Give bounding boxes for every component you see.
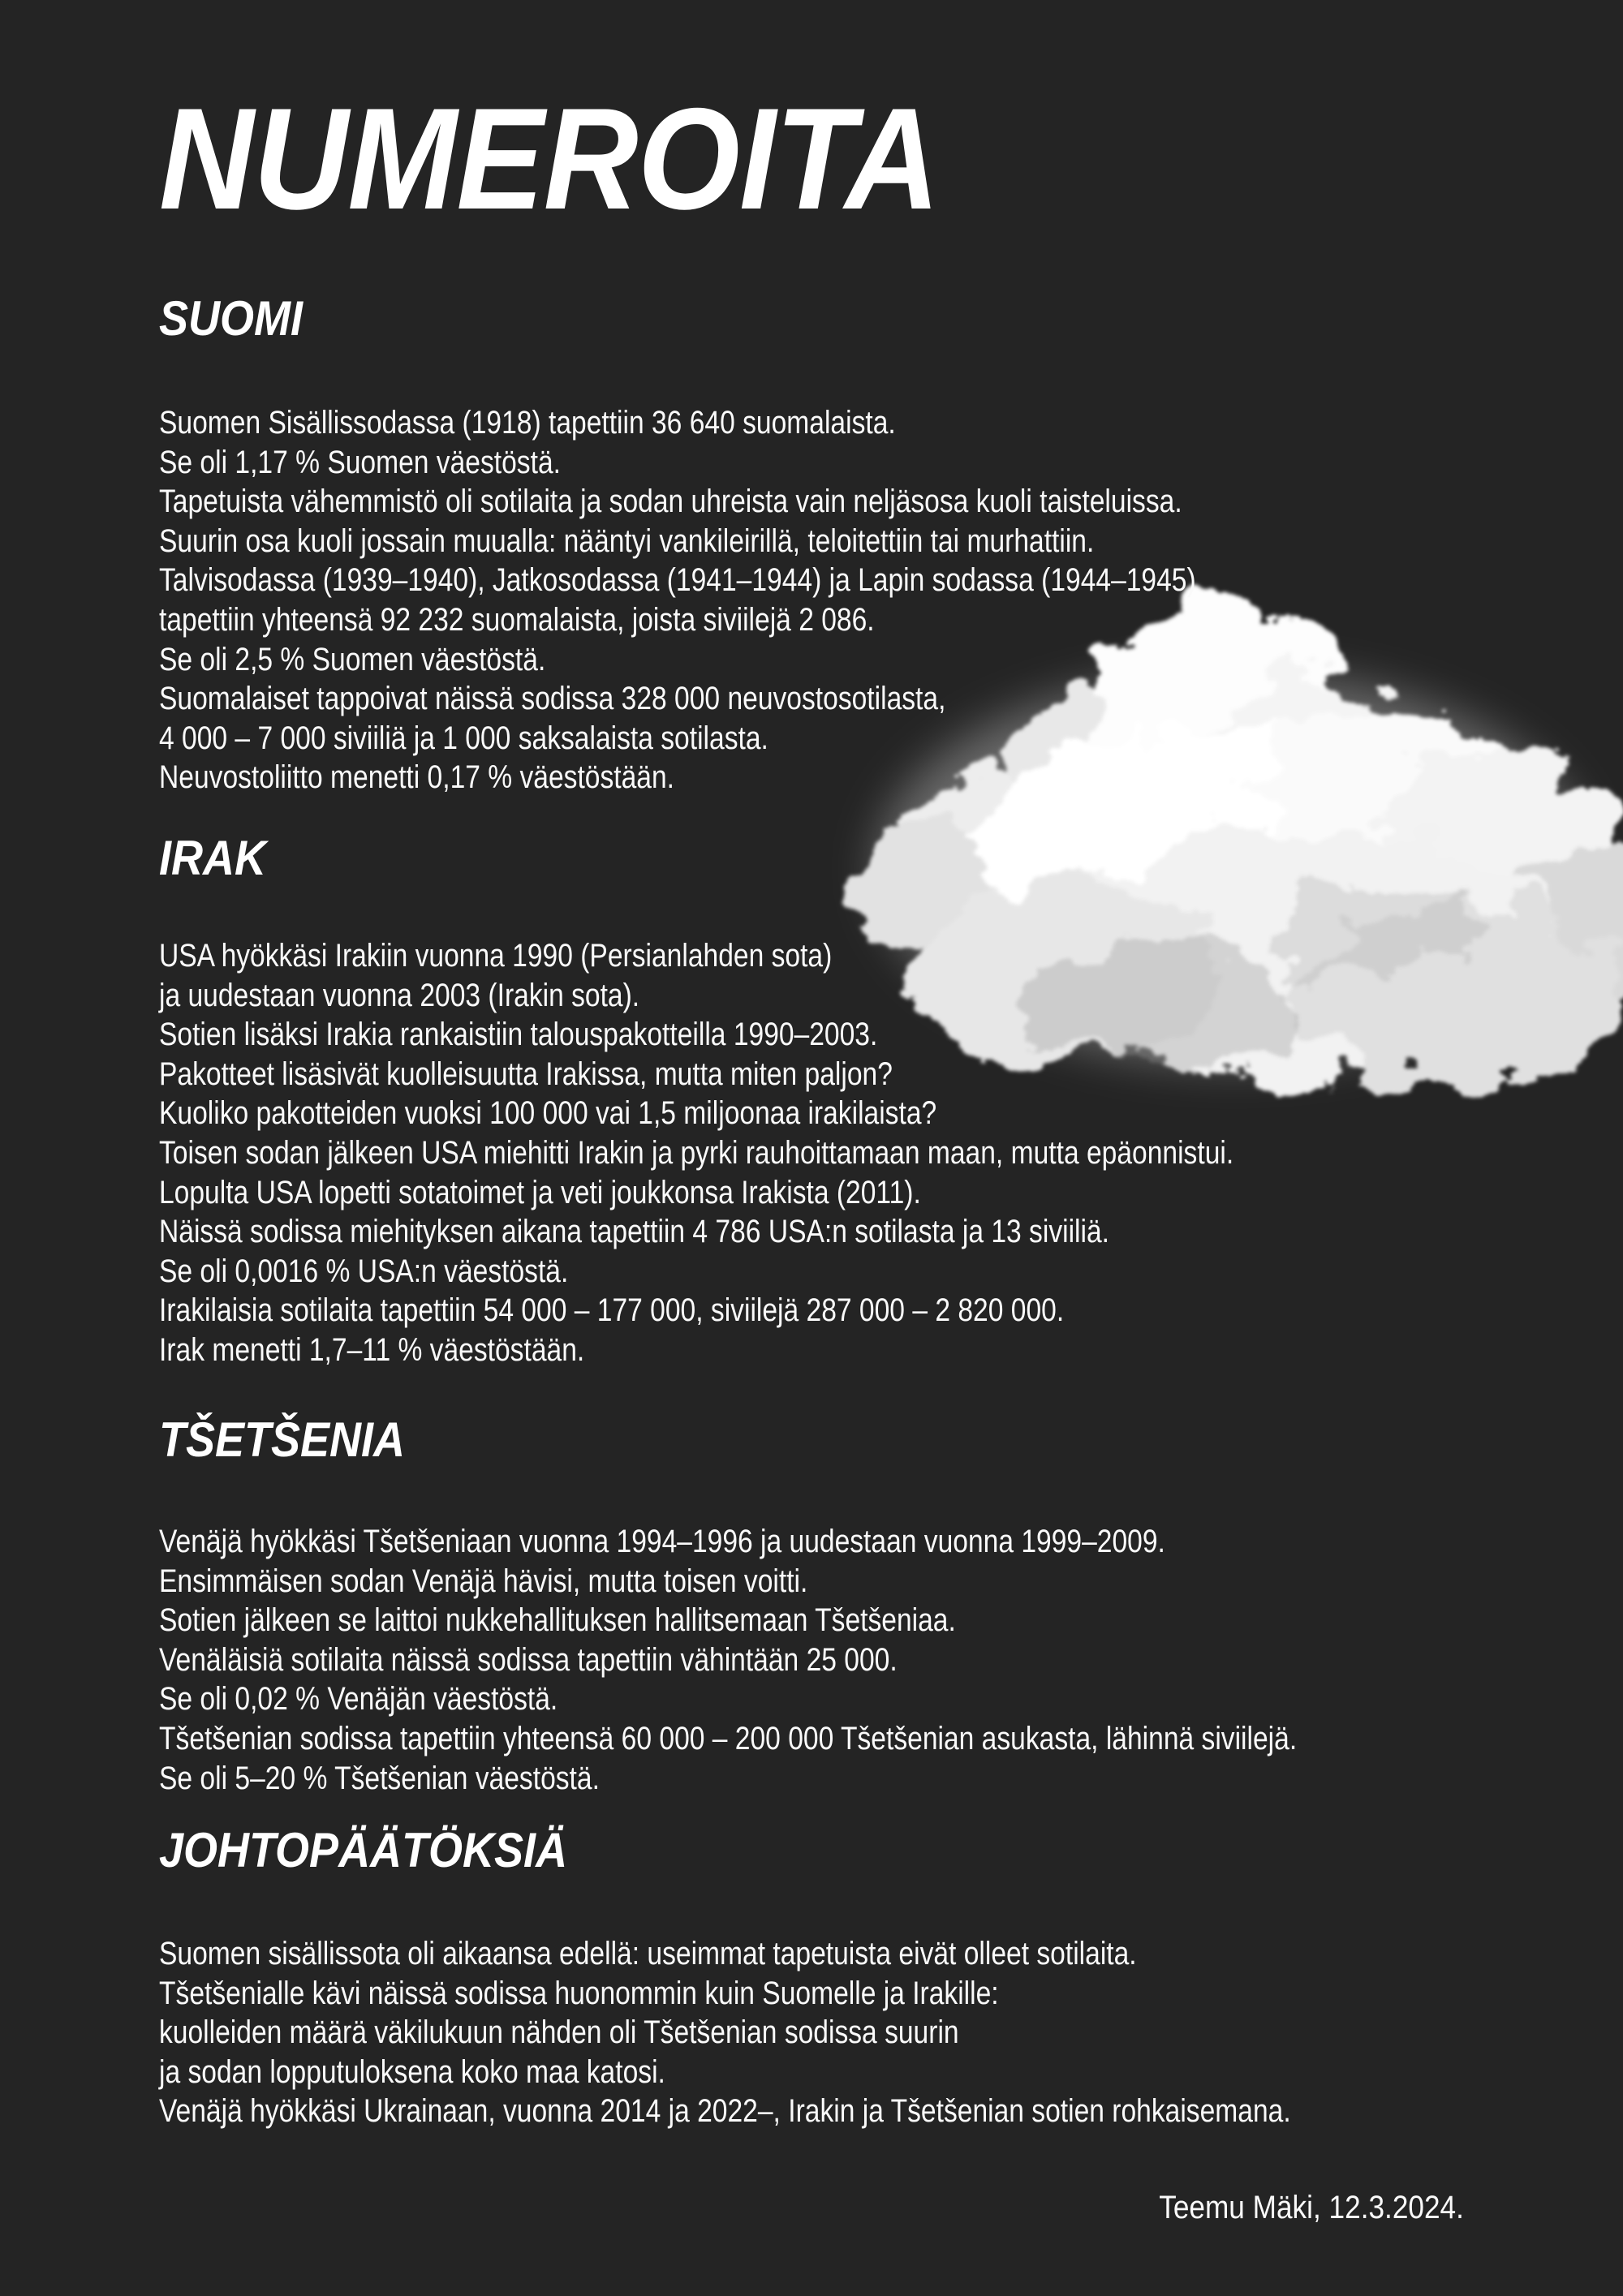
body-line: Näissä sodissa miehityksen aikana tapettiin 4 786 USA:n sotilasta ja 13 siviiliä. (159, 1214, 1109, 1250)
body-line: Ensimmäisen sodan Venäjä hävisi, mutta toisen voitti. (159, 1563, 808, 1599)
body-line: Tšetšenian sodissa tapettiin yhteensä 60 000 – 200 000 Tšetšenian asukasta, lähinnä siviilejä. (159, 1720, 1298, 1756)
body-line: Se oli 0,0016 % USA:n väestöstä. (159, 1253, 569, 1289)
section-body (159, 403, 1393, 798)
body-line: Venäjä hyökkäsi Ukrainaan, vuonna 2014 ja 2022–, Irakin ja Tšetšenian sotien rohkaisemana. (159, 2093, 1291, 2130)
body-line: Irakilaisia sotilaita tapettiin 54 000 – 177 000, siviilejä 287 000 – 2 820 000. (159, 1292, 1065, 1329)
body-line: Suurin osa kuoli jossain muualla: nääntyi vankileirillä, teloitettiin tai murhattiin. (159, 522, 1095, 559)
section-body (159, 936, 1438, 1370)
body-line: 4 000 – 7 000 siviiliä ja 1 000 saksalaista sotilasta. (159, 720, 768, 756)
body-line: ja uudestaan vuonna 2003 (Irakin sota). (159, 977, 640, 1013)
body-line: Kuoliko pakotteiden vuoksi 100 000 vai 1,5 miljoonaa irakilaista? (159, 1095, 937, 1132)
body-line: Tšetšenialle kävi näissä sodissa huonommin kuin Suomelle ja Irakille: (159, 1975, 999, 2011)
body-line: Se oli 2,5 % Suomen väestöstä. (159, 641, 546, 677)
page-title: NUMEROITA (159, 78, 940, 239)
body-line: Sotien jälkeen se laittoi nukkehallituksen hallitsemaan Tšetšeniaa. (159, 1602, 956, 1639)
section-heading: IRAK (159, 831, 267, 885)
body-line: Neuvostoliitto menetti 0,17 % väestöstään. (159, 759, 675, 796)
body-line: Venäläisiä sotilaita näissä sodissa tapettiin vähintään 25 000. (159, 1641, 898, 1678)
body-line: Tapetuista vähemmistö oli sotilaita ja sodan uhreista vain neljäsosa kuoli taisteluissa. (159, 484, 1182, 520)
section-body (159, 1522, 1513, 1798)
section-body (159, 1934, 1506, 2131)
body-line: Suomalaiset tappoivat näissä sodissa 328 000 neuvostosotilasta, (159, 681, 946, 717)
body-line: tapettiin yhteensä 92 232 suomalaista, joista siviilejä 2 086. (159, 601, 875, 638)
body-line: ja sodan lopputuloksena koko maa katosi. (159, 2053, 665, 2090)
section-heading: JOHTOPÄÄTÖKSIÄ (159, 1823, 568, 1877)
footer-credit: Teemu Mäki, 12.3.2024. (1159, 2190, 1464, 2225)
body-line: Irak menetti 1,7–11 % väestöstään. (159, 1331, 585, 1368)
body-line: Suomen Sisällissodassa (1918) tapettiin 36 640 suomalaista. (159, 405, 896, 441)
body-line: Lopulta USA lopetti sotatoimet ja veti joukkonsa Irakista (2011). (159, 1174, 921, 1210)
body-line: Suomen sisällissota oli aikaansa edellä: useimmat tapetuista eivät olleet sotilaita. (159, 1936, 1137, 1971)
body-line: Talvisodassa (1939–1940), Jatkosodassa (1941–1944) ja Lapin sodassa (1944–1945) (159, 562, 1196, 599)
body-line: kuolleiden määrä väkilukuun nähden oli Tšetšenian sodissa suurin (159, 2014, 959, 2051)
body-line: USA hyökkäsi Irakiin vuonna 1990 (Persianlahden sota) (159, 938, 833, 974)
section-heading: TŠETŠENIA (159, 1412, 406, 1467)
section-heading: SUOMI (159, 291, 304, 346)
body-line: Toisen sodan jälkeen USA miehitti Irakin ja pyrki rauhoittamaan maan, mutta epäonnistui. (159, 1134, 1234, 1171)
body-line: Pakotteet lisäsivät kuolleisuutta Irakissa, mutta miten paljon? (159, 1056, 893, 1092)
body-line: Sotien lisäksi Irakia rankaistiin talouspakotteilla 1990–2003. (159, 1017, 878, 1053)
body-line: Venäjä hyökkäsi Tšetšeniaan vuonna 1994–1996 ja uudestaan vuonna 1999–2009. (159, 1524, 1165, 1559)
body-line: Se oli 0,02 % Venäjän väestöstä. (159, 1681, 558, 1718)
body-line: Se oli 5–20 % Tšetšenian väestöstä. (159, 1760, 600, 1796)
body-line: Se oli 1,17 % Suomen väestöstä. (159, 444, 561, 480)
